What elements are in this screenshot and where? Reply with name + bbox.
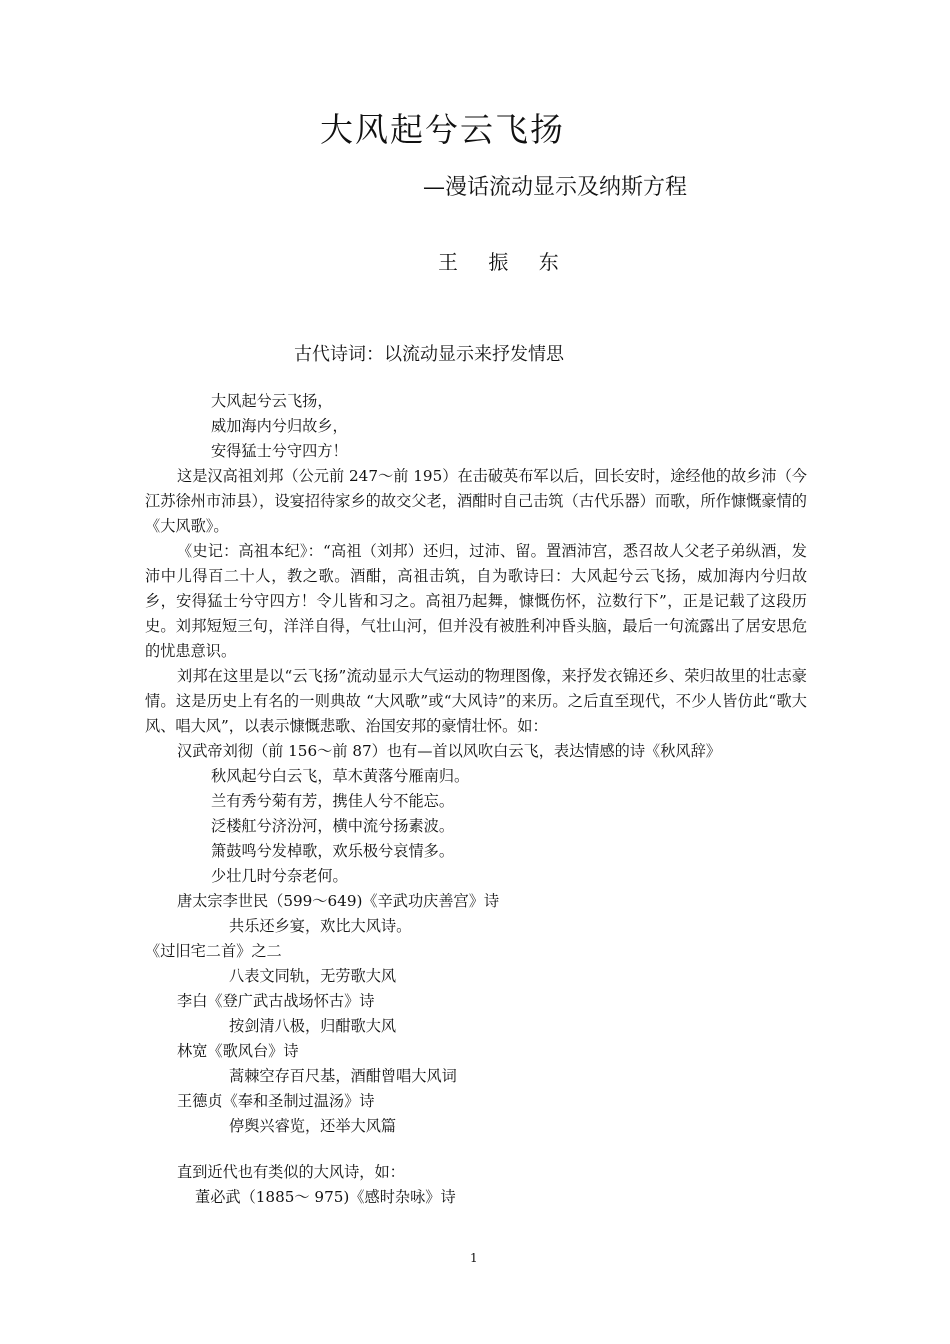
quote-line: 蒿棘空存百尺基，酒酣曾唱大风词 [229, 1067, 457, 1085]
quote-intro: 王德贞《奉和圣制过温汤》诗 [177, 1092, 375, 1110]
poem-line: 泛楼舡兮济汾河，横中流兮扬素波。 [211, 817, 454, 835]
author-name: 王 振 东 [438, 250, 571, 274]
section-heading: 古代诗词：以流动显示来抒发情思 [294, 344, 564, 365]
poem-line: 威加海内兮归故乡， [211, 417, 348, 435]
poem-line: 箫鼓鸣兮发棹歌，欢乐极兮哀情多。 [211, 842, 454, 860]
quote-intro: 《过旧宅二首》之二 [145, 942, 282, 960]
quote-intro: 林宽《歌风台》诗 [177, 1042, 299, 1060]
quote-line: 停舆兴睿览，还举大风篇 [229, 1117, 397, 1135]
quote-line: 按剑清八极，归酣歌大风 [229, 1017, 397, 1035]
page-subtitle: —漫话流动显示及纳斯方程 [423, 175, 688, 200]
poem-line: 少壮几时兮奈老何。 [211, 867, 348, 885]
body-paragraph: 刘邦在这里是以“云飞扬”流动显示大气运动的物理图像，来抒发衣锦还乡、荣归故里的壮志豪情。这是历史上有名的一则典故 “大风歌”或“大风诗”的来历。之后直至现代，不少人皆仿此“歌大风、唱大风”，以表示慷慨悲歌、治国安邦的豪情壮怀。如： [145, 667, 807, 735]
page-title: 大风起兮云飞扬 [320, 110, 565, 149]
poem-line: 安得猛士兮守四方！ [211, 442, 348, 460]
body-paragraph: 这是汉高祖刘邦（公元前 247～前 195）在击破英布军以后，回长安时，途经他的故乡沛（今江苏徐州市沛县），设宴招待家乡的故交父老，酒酣时自己击筑（古代乐器）而歌，所作慷慨豪情的《大风歌》。 [145, 467, 807, 535]
wudi-intro: 汉武帝刘彻（前 156～前 87）也有—首以风吹白云飞，表达情感的诗《秋风辞》 [177, 742, 721, 760]
poem-line: 秋风起兮白云飞，草木黄落兮雁南归。 [211, 767, 470, 785]
dong-intro: 董必武（1885～ 975)《感时杂咏》诗 [195, 1188, 456, 1206]
quote-intro: 李白《登广武古战场怀古》诗 [177, 992, 375, 1010]
modern-intro: 直到近代也有类似的大风诗，如： [177, 1163, 405, 1181]
page-number: 1 [470, 1251, 478, 1265]
quote-line: 八表文同轨，无劳歌大风 [229, 967, 397, 985]
poem-line: 兰有秀兮菊有芳，携佳人兮不能忘。 [211, 792, 454, 810]
quote-line: 共乐还乡宴，欢比大风诗。 [229, 917, 412, 935]
quote-intro: 唐太宗李世民（599～649)《辛武功庆善宫》诗 [177, 892, 500, 910]
body-paragraph: 《史记：高祖本纪》：“高祖（刘邦）还归，过沛、留。置酒沛宫，悉召故人父老子弟纵酒，发沛中儿得百二十人，教之歌。酒酣，高祖击筑，自为歌诗曰：大风起兮云飞扬，威加海内兮归故乡，安得猛士兮守四方！令儿皆和习之。高祖乃起舞，慷慨伤怀，泣数行下”，正是记载了这段历史。刘邦短短三句，洋洋自得，气壮山河，但并没有被胜利冲昏头脑，最后一句流露出了居安思危的忧患意识。 [145, 542, 807, 660]
poem-line: 大风起兮云飞扬， [211, 392, 333, 410]
